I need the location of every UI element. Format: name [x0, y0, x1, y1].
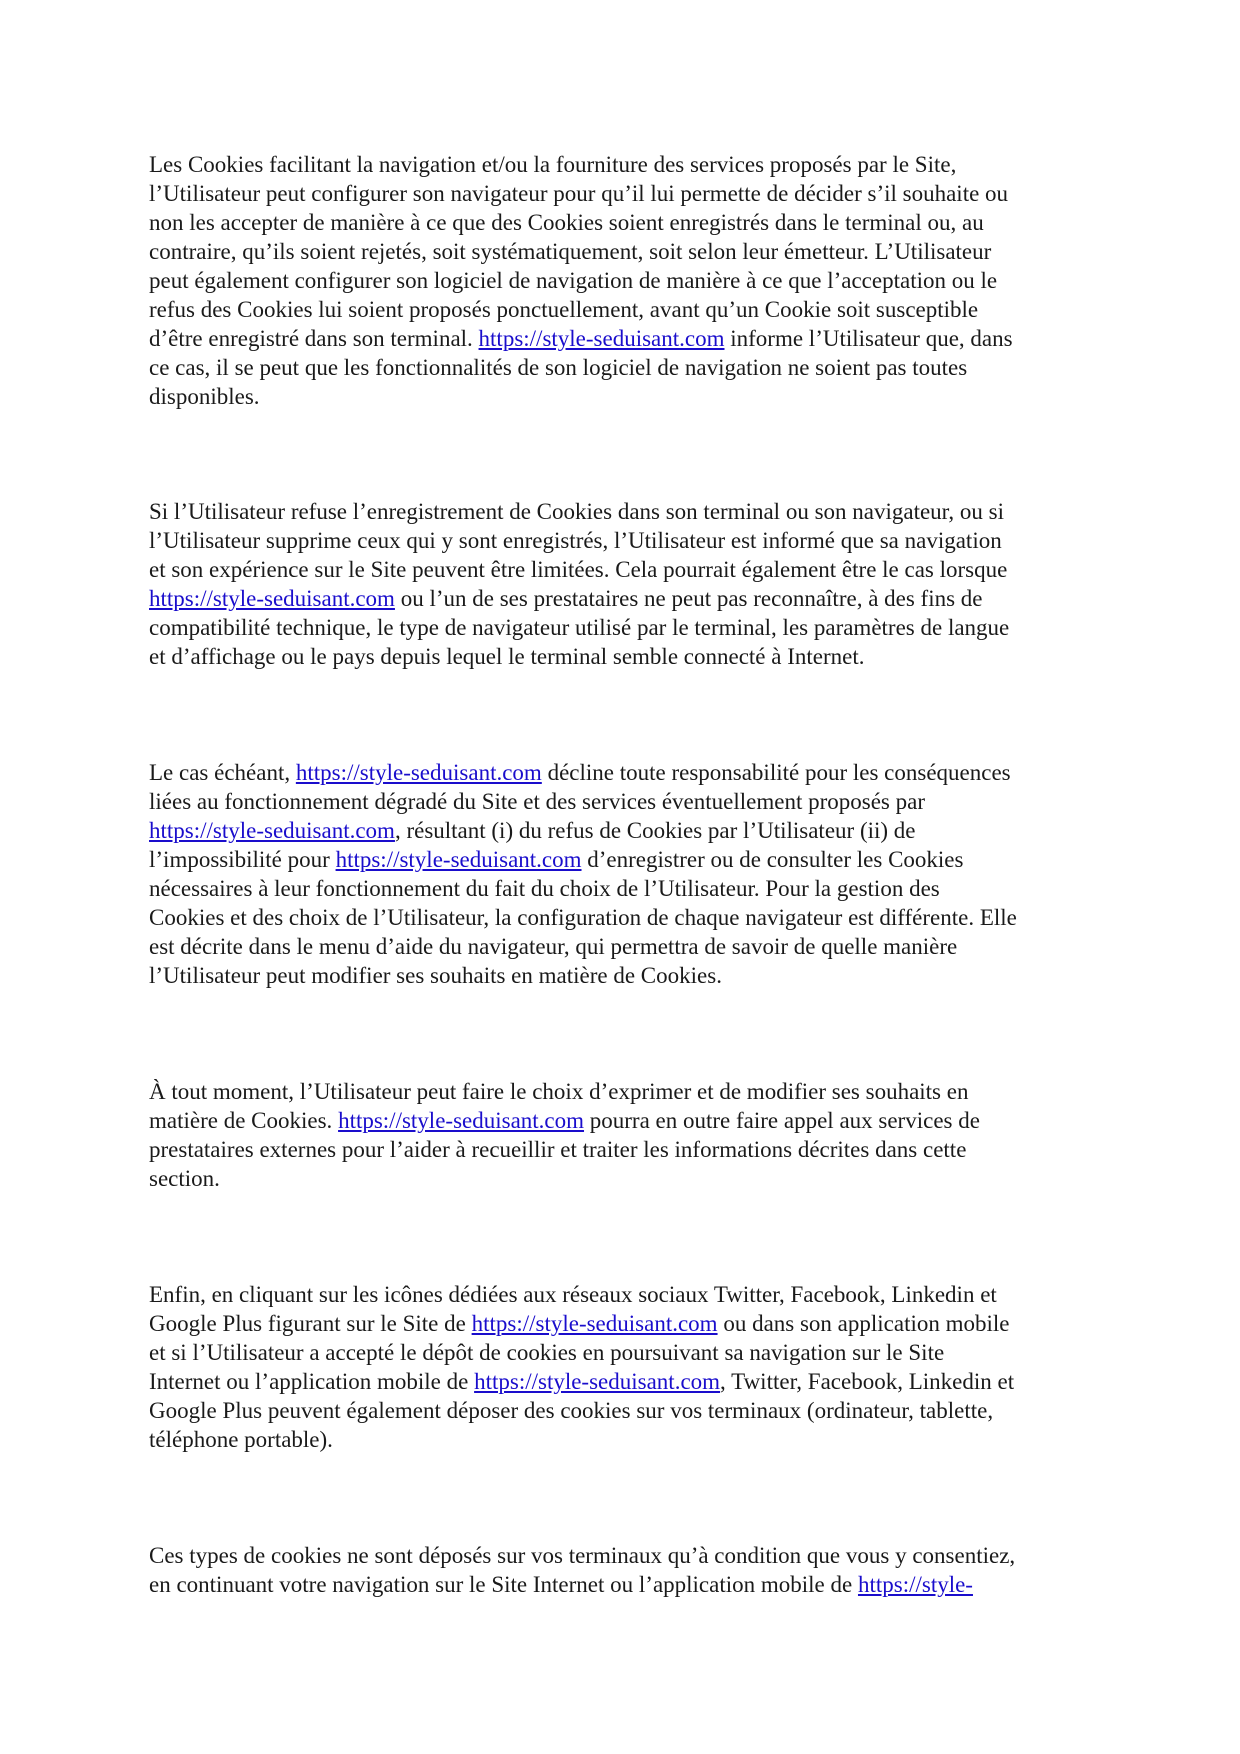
- text-line: À tout moment, l’Utilisateur peut faire le choix d’exprimer et de modifier ses souhaits en: [149, 1079, 969, 1104]
- site-link[interactable]: https://style-seduisant.com: [474, 1369, 721, 1394]
- text-fragment: en continuant votre navigation sur le Site Internet ou l’application mobile de: [149, 1572, 858, 1597]
- text-fragment: ou l’un de ses prestataires ne peut pas reconnaître, à des fins de: [394, 586, 983, 611]
- text-line: liées au fonctionnement dégradé du Site et des services éventuellement proposés par: [149, 789, 925, 814]
- text-line: l’Utilisateur peut modifier ses souhaits en matière de Cookies.: [149, 963, 722, 988]
- text-fragment: pourra en outre faire appel aux services de: [584, 1108, 980, 1133]
- text-line: [149, 1309, 1109, 1338]
- text-line: l’Utilisateur supprime ceux qui y sont enregistrés, l’Utilisateur est informé que sa navigation: [149, 528, 1002, 553]
- text-line: [149, 584, 1109, 613]
- site-link[interactable]: https://style-seduisant.com: [149, 586, 395, 611]
- text-line: ce cas, il se peut que les fonctionnalités de son logiciel de navigation ne soient pas toutes: [149, 355, 968, 380]
- paragraph-liability: [149, 758, 1109, 990]
- text-line: est décrite dans le menu d’aide du navigateur, qui permettra de savoir de quelle manière: [149, 934, 958, 959]
- text-line: refus des Cookies lui soient proposés ponctuellement, avant qu’un Cookie soit susceptible: [149, 297, 979, 322]
- text-line: [149, 1367, 1109, 1396]
- text-fragment: l’impossibilité pour: [149, 847, 336, 872]
- text-line: Enfin, en cliquant sur les icônes dédiées aux réseaux sociaux Twitter, Facebook, Linkedin et: [149, 1282, 997, 1307]
- paragraph-social-networks: [149, 1280, 1109, 1454]
- paragraph-user-choice: [149, 1077, 1109, 1193]
- text-fragment: Internet ou l’application mobile de: [149, 1369, 475, 1394]
- text-line: [149, 1106, 1109, 1135]
- text-line: non les accepter de manière à ce que des Cookies soient enregistrés dans le terminal ou, au: [149, 210, 984, 235]
- text-line: disponibles.: [149, 384, 260, 409]
- text-fragment: Google Plus figurant sur le Site de: [149, 1311, 472, 1336]
- text-line: [149, 1570, 1109, 1599]
- text-line: [149, 816, 1109, 845]
- text-line: et son expérience sur le Site peuvent être limitées. Cela pourrait également être le cas lorsque: [149, 557, 1008, 582]
- text-fragment: d’enregistrer ou de consulter les Cookies: [581, 847, 964, 872]
- paragraph-cookie-consent: [149, 1541, 1109, 1599]
- text-line: Cookies et des choix de l’Utilisateur, la configuration de chaque navigateur est différente. Elle: [149, 905, 1017, 930]
- text-line: nécessaires à leur fonctionnement du fait du choix de l’Utilisateur. Pour la gestion des: [149, 876, 940, 901]
- text-fragment: ou dans son application mobile: [717, 1311, 1010, 1336]
- paragraph-cookie-configuration: [149, 150, 1109, 411]
- text-line: et d’affichage ou le pays depuis lequel le terminal semble connecté à Internet.: [149, 644, 865, 669]
- text-line: l’Utilisateur peut configurer son navigateur pour qu’il lui permette de décider s’il souhaite ou: [149, 181, 1009, 206]
- site-link[interactable]: https://style-seduisant.com: [295, 760, 542, 785]
- paragraph-cookie-refusal: [149, 497, 1109, 671]
- text-line: contraire, qu’ils soient rejetés, soit systématiquement, soit selon leur émetteur. L’Utilisateur: [149, 239, 992, 264]
- text-line: Si l’Utilisateur refuse l’enregistrement de Cookies dans son terminal ou son navigateur, ou si: [149, 499, 1004, 524]
- text-fragment: Le cas échéant,: [149, 760, 296, 785]
- text-line: section.: [149, 1166, 220, 1191]
- text-line: Google Plus peuvent également déposer des cookies sur vos terminaux (ordinateur, tablette,: [149, 1398, 994, 1423]
- text-line: Les Cookies facilitant la navigation et/ou la fourniture des services proposés par le Site,: [149, 152, 957, 177]
- text-fragment: matière de Cookies.: [149, 1108, 339, 1133]
- text-line: [149, 845, 1109, 874]
- text-line: compatibilité technique, le type de navigateur utilisé par le terminal, les paramètres de langue: [149, 615, 1010, 640]
- site-link[interactable]: https://style-seduisant.com: [149, 818, 395, 843]
- text-line: téléphone portable).: [149, 1427, 333, 1452]
- text-fragment: , Twitter, Facebook, Linkedin et: [720, 1369, 1015, 1394]
- text-line: peut également configurer son logiciel de navigation de manière à ce que l’acceptation ou le: [149, 268, 998, 293]
- text-fragment: d’être enregistré dans son terminal.: [149, 326, 479, 351]
- text-line: [149, 758, 1109, 787]
- text-line: et si l’Utilisateur a accepté le dépôt de cookies en poursuivant sa navigation sur le Site: [149, 1340, 945, 1365]
- site-link[interactable]: https://style-seduisant.com: [478, 326, 725, 351]
- site-link[interactable]: https://style-seduisant.com: [335, 847, 582, 872]
- site-link[interactable]: https://style-seduisant.com: [338, 1108, 585, 1133]
- text-fragment: , résultant (i) du refus de Cookies par l’Utilisateur (ii) de: [394, 818, 916, 843]
- site-link[interactable]: https://style-seduisant.com: [471, 1311, 718, 1336]
- site-link[interactable]: https://style-: [857, 1572, 973, 1597]
- text-fragment: informe l’Utilisateur que, dans: [724, 326, 1013, 351]
- text-line: Ces types de cookies ne sont déposés sur vos terminaux qu’à condition que vous y consentiez,: [149, 1543, 1016, 1568]
- text-line: prestataires externes pour l’aider à recueillir et traiter les informations décrites dans cette: [149, 1137, 967, 1162]
- text-line: [149, 324, 1109, 353]
- text-fragment: décline toute responsabilité pour les conséquences: [541, 760, 1011, 785]
